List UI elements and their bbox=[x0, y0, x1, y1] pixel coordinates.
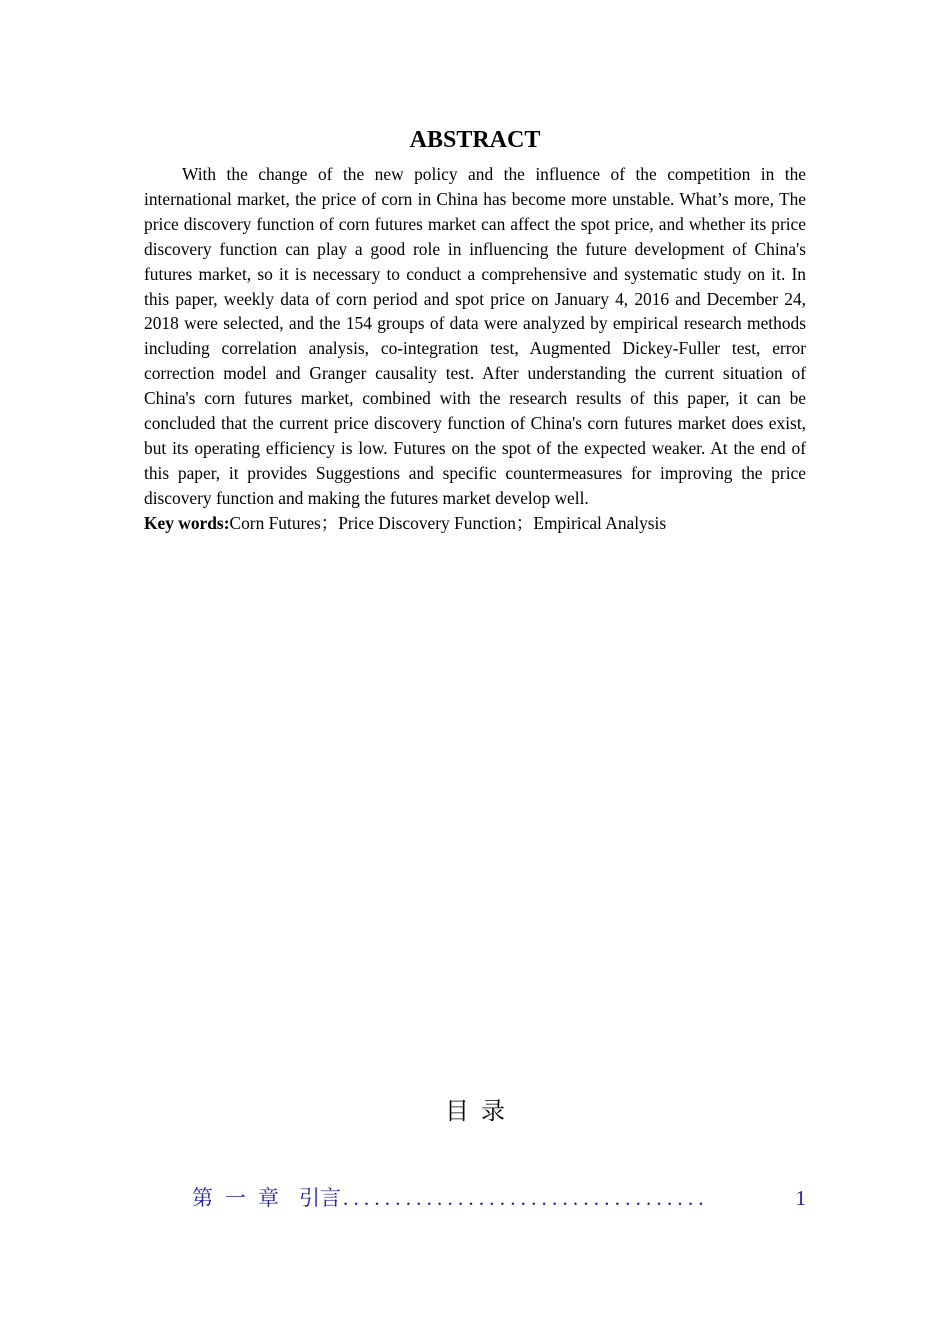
keywords-text: Corn Futures；Price Discovery Function；Empirical Analysis bbox=[229, 512, 667, 533]
toc-entry-page-number: 1 bbox=[795, 1186, 806, 1210]
abstract-section bbox=[144, 124, 806, 536]
toc-entry-leader-dots: ................................... bbox=[343, 1186, 709, 1210]
abstract-title: ABSTRACT bbox=[409, 127, 541, 153]
abstract-body: With the change of the new policy and the influence of the competition in the international market, the price of corn in China has become more unstable. What’s more, The price discovery function of corn futures market can affect the spot price, and whether its price discovery function can play a good role in influencing the future development of China's futures market, so it is necessary to conduct a comprehensive and systematic study on it. In this paper, weekly data of corn period and spot price on January 4, 2016 and December 24, 2018 were selected, and the 154 groups of data were analyzed by empirical research methods including correlation analysis, co-integration test, Augmented Dickey-Fuller test, error correction model and Granger causality test. After understanding the current situation of China's corn futures market, combined with the research results of this paper, it can be concluded that the current price discovery function of China's corn futures market does exist, but its operating efficiency is low. Futures on the spot of the expected weaker. At the end of this paper, it provides Suggestions and specific countermeasures for improving the price discovery function and making the futures market develop well. bbox=[144, 164, 806, 508]
toc-entry-chapter: 第一章 bbox=[192, 1186, 291, 1210]
toc-entry-chapter-1[interactable] bbox=[192, 1182, 806, 1214]
keywords-label: Key words: bbox=[144, 512, 230, 533]
toc-entry-name: 引言 bbox=[299, 1186, 341, 1210]
keywords-line bbox=[144, 511, 806, 536]
toc-title: 目录 bbox=[445, 1097, 517, 1125]
